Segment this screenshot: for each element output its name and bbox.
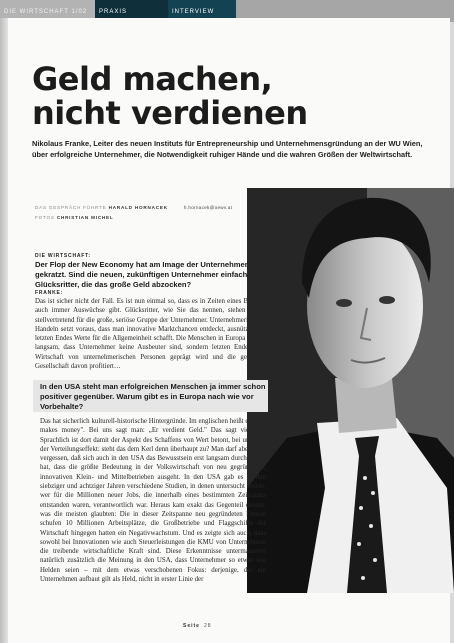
- article-title: [32, 62, 432, 130]
- q1-question: Der Flop der New Economy hat am Image der Unternehmer gekratzt. Sind die neuen, zukünftigen Unternehmer einfach Glücksritter, die das große Geld abzocken?: [35, 260, 248, 289]
- q1-speaker: DIE WIRTSCHAFT:: [35, 253, 91, 259]
- a2-answer: Das hat sicherlich kulturell-historische Hintergründe. Im englischen heißt es: „He makes money". Bei uns sagt man: „Er verdient Geld." Das sagt viel aus: Sprachlich ist dort damit der Aspekt des Schaffens von Wert betont, bei uns eher der Verteilungseffekt: steht das dem Kerl denn überhaupt zu? Man darf aber nicht vergessen, daß sich auch in den USA das Bewusstsein erst langsam durchgesetzt hat, dass die größte Bedeutung in der Volkswirtschaft von neu gegründeten, innovativen Klein- und Mittelbetrieben ausgeht. In den USA gab es in den siebziger und achtziger Jahren verschiedene Studien, in denen untersucht wurde, wer für die Millionen neuer Jobs, die innerhalb eines bestimmten Zeitraums entstanden waren, verantwortlich war. Heraus kam exakt das Gegenteil dessen, was die meisten glaubten: Die in dieser Zeitspanne neu gegründeten Firmen schufen 10 Millionen Arbeitsplätze, die Großbetriebe und Flaggschiffe der Wirtschaft hingegen hatten ein Negativwachstum. Und es zeigte sich auch, dass sowohl bei Innovationen wie auch Steuerleistungen die KMU von Unternehmen die treibende wirtschaftliche Kraft sind. Diese Erkenntnisse untermauerten natürlich zusätzlich die Meinung in den USA, dass Unternehmer so etwas wie Helden seien – mit dem etwas verschobenen Fokus: derjenige, der ein Unternehmen aufbaut gilt als Held, nicht in erster Linie der: [40, 418, 266, 584]
- article-intro: Nikolaus Franke, Leiter des neuen Instituts für Entrepreneurship und Unternehmensgründung an der WU Wien, über erfolgreiche Unternehmer, die Notwendigkeit ruhiger Hände und die wahren Größen der Weltwirtschaft.: [32, 139, 423, 159]
- header-section: DIE WIRTSCHAFT 1/02: [0, 0, 98, 22]
- portrait-photo: [247, 188, 454, 593]
- a1-answer: Das ist sicher nicht der Fall. Es ist nun einmal so, dass es in Zeiten eines Booms auch immer Auswüchse gibt. Glücksritter, wie Sie das nennen, stehen nicht stellvertretend für die große, seriöse Gruppe der Unternehmer. Unternehmerisches Handeln setzt voraus, dass man innovative Marktchancen entdeckt, ausnützt und letzten Endes Werte für die Allgemeinheit schafft. Die Menschen in Europa sehen langsam, dass Unternehmer keine Ausbeuter sind, sondern letzten Endes die Wirtschaft von unternehmerischen Personen geprägt wird und die gesamte Gesellschaft davon profitiert…: [35, 298, 263, 371]
- page-footer: [183, 623, 212, 629]
- photo-credit: [35, 213, 255, 223]
- header-type: INTERVIEW: [168, 0, 239, 22]
- q2-question: In den USA steht man erfolgreichen Menschen ja immer schon positiver gegenüber. Warum gibt es in Europa nach wie vor Vorbehalte?: [40, 382, 266, 411]
- header-category: PRAXIS: [95, 0, 171, 22]
- page-number: 28: [203, 623, 212, 629]
- title-line-1: Geld machen,: [32, 60, 273, 98]
- article-credits: [35, 203, 255, 223]
- interview-credit-label: DAS GESPRÄCH FÜHRTE: [35, 205, 107, 210]
- interviewer-name: HARALD HORNACEK: [108, 205, 168, 210]
- title-line-2: nicht verdienen: [32, 94, 308, 132]
- interviewer-email: h.hornacek@oewv.at: [183, 205, 233, 210]
- portrait-illustration: [247, 188, 454, 593]
- photographer-name: CHRISTIAN MICHEL: [56, 215, 114, 220]
- footer-label: Seite: [183, 623, 200, 629]
- interview-credit: [35, 203, 255, 213]
- a1-speaker: FRANKE:: [35, 290, 64, 296]
- photo-credit-label: FOTOS: [35, 215, 55, 220]
